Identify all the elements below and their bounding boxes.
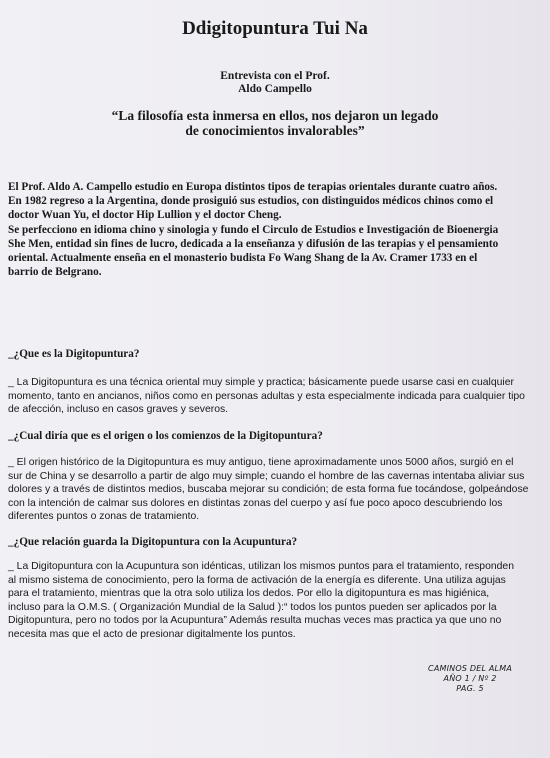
quote-line: de conocimientos invalorables” bbox=[185, 123, 365, 138]
interview-line: Entrevista con el Prof. bbox=[220, 70, 330, 82]
article-title: Ddigitopuntura Tui Na bbox=[182, 18, 368, 39]
bio-line: barrio de Belgrano. bbox=[8, 266, 102, 279]
answer-line: momento, tanto en ancianos, niños como en personas adultas y esta especialmente indicada para cualquier tipo bbox=[8, 390, 525, 402]
answer-line: incluso para la O.M.S. ( Organización Mundial de la Salud ):“ todos los puntos pueden ser aplicados por la bbox=[8, 601, 497, 613]
answer-line: de afección, incluso en casos graves y severos. bbox=[8, 404, 229, 415]
interviewee-name: Aldo Campello bbox=[238, 83, 312, 95]
answer-line: _ La Digitopuntura es una técnica oriental muy simple y practica; básicamente puede usarse casi en cualquier bbox=[8, 377, 514, 388]
answer-line: con la intención de calmar sus dolores en distintas zonas del cuerpo y así fue poco apoco descubriendo los bbox=[8, 497, 503, 509]
page-number: PAG. 5 bbox=[456, 684, 484, 693]
bio-line: She Men, entidad sin fines de lucro, dedicada a la enseñanza y difusión de las terapias y el pensamiento bbox=[8, 237, 499, 250]
pull-quote bbox=[0, 108, 550, 138]
bio-line: doctor Wuan Yu, el doctor Hip Lullion y el doctor Cheng. bbox=[8, 209, 282, 222]
answer-paragraph bbox=[8, 376, 538, 417]
answer-paragraph bbox=[8, 456, 538, 524]
question-heading: _¿Que es la Digitopuntura? bbox=[8, 348, 140, 360]
answer-line: sur de China y se desarrollo a partir de algo muy simple; cuando el hombre de las cavernas intentaba aliviar sus bbox=[8, 470, 525, 482]
answer-line: _ El origen histórico de la Digitopuntura es muy antiguo, tiene aproximadamente unos 5000 años, surgió en el bbox=[8, 457, 514, 468]
answer-line: dolores y a través de distintos medios, buscaba mejorar su condición; de esta forma fue tocándose, golpeándose bbox=[8, 484, 529, 495]
bio-line: El Prof. Aldo A. Campello estudio en Europa distintos tipos de terapias orientales durante cuatro años. bbox=[8, 181, 498, 193]
question-heading: _¿Cual diría que es el origen o los comienzos de la Digitopuntura? bbox=[8, 430, 323, 442]
issue-number: AÑO 1 / Nº 2 bbox=[443, 674, 497, 683]
answer-line: necesita mas que el acto de presionar digitalmente los puntos. bbox=[8, 628, 296, 640]
magazine-name: CAMINOS DEL ALMA bbox=[428, 664, 512, 673]
answer-paragraph bbox=[8, 560, 538, 641]
bio-line: En 1982 regreso a la Argentina, donde prosiguió sus estudios, con distinguidos médicos chinos como el bbox=[8, 195, 494, 208]
answer-line: _ La Digitopuntura con la Acupuntura son idénticas, utilizan los mismos puntos para el tratamiento, responden bbox=[8, 561, 514, 572]
bio-line: oriental. Actualmente enseña en el monasterio budista Fo Wang Shang de la Av. Cramer 1733 en el bbox=[8, 252, 478, 265]
magazine-footer bbox=[428, 664, 512, 694]
answer-line: para el tratamiento, mientras que la otra solo utiliza los dedos. Por ello la digitopuntura es mas higiénica, bbox=[8, 588, 490, 599]
question-heading: _¿Que relación guarda la Digitopuntura con la Acupuntura? bbox=[8, 536, 298, 548]
bio-line: Se perfecciono en idioma chino y sinologia y fundo el Circulo de Estudios e Investigación de Bioenergia bbox=[8, 223, 499, 236]
interview-credit bbox=[0, 70, 550, 96]
bio-paragraph bbox=[8, 180, 543, 279]
quote-line: “La filosofía esta inmersa en ellos, nos dejaron un legado bbox=[111, 108, 439, 123]
answer-line: al mismo sistema de conocimiento, pero la forma de activación de la energía es diferente. Una utiliza agujas bbox=[8, 574, 506, 586]
answer-line: diferentes puntos o zonas de tratamiento. bbox=[8, 511, 200, 522]
answer-line: Digitopuntura, pero no todos por la Acupuntura” Además resulta muchas veces mas practica ya que uno no bbox=[8, 615, 502, 626]
